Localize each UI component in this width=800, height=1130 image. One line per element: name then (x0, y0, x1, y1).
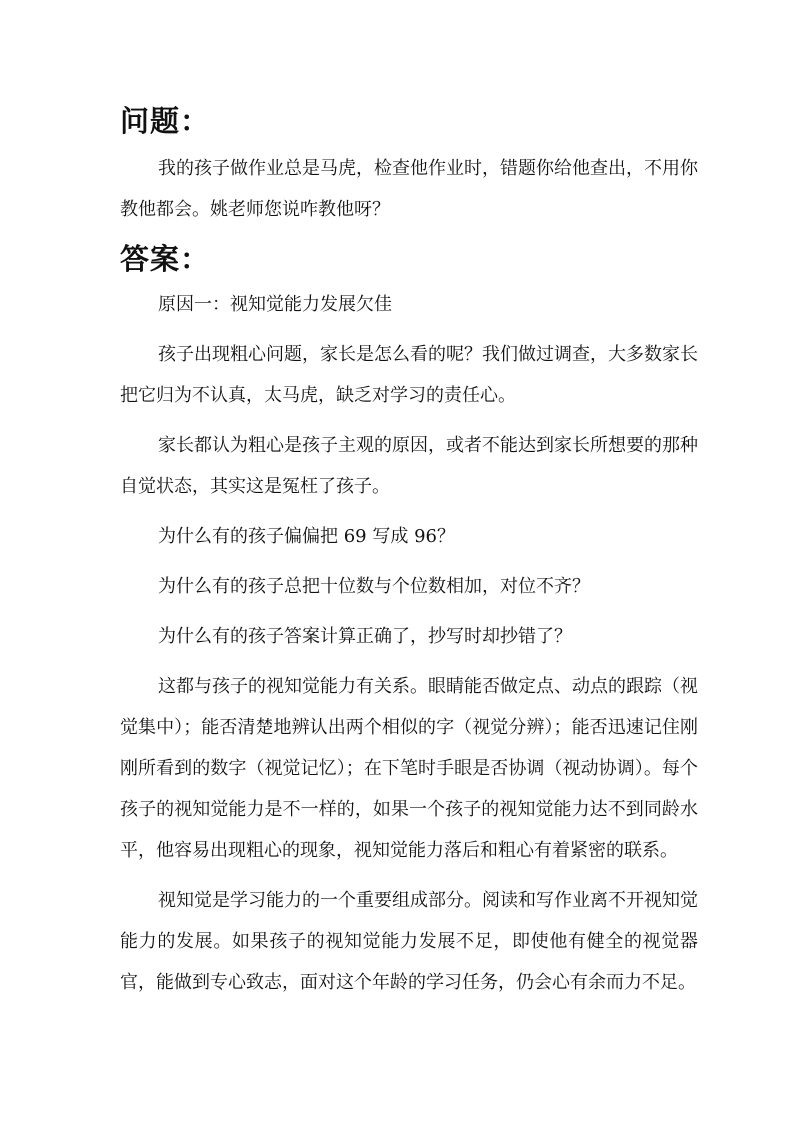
answer-paragraph: 视知觉是学习能力的一个重要组成部分。阅读和写作业离不开视知觉能力的发展。如果孩子的视知觉能力发展不足，即使他有健全的视觉器官，能做到专心致志，面对这个年龄的学习任务，仍会心有余而力不足。 (120, 890, 698, 993)
answer-paragraph: 孩子出现粗心问题，家长是怎么看的呢？我们做过调查，大多数家长把它归为不认真，太马虎，缺乏对学习的责任心。 (120, 344, 698, 406)
question-heading: 问题： (120, 104, 211, 138)
answer-paragraph: 家长都认为粗心是孩子主观的原因，或者不能达到家长所想要的那种自觉状态，其实这是冤枉了孩子。 (120, 435, 698, 497)
answer-question-line: 为什么有的孩子总把十位数与个位数相加，对位不齐？ (158, 576, 590, 597)
answer-heading: 答案： (120, 242, 211, 276)
answer-subheading: 原因一：视知觉能力发展欠佳 (158, 294, 392, 315)
answer-paragraph: 这都与孩子的视知觉能力有关系。眼睛能否做定点、动点的跟踪（视觉集中）；能否清楚地辨认出两个相似的字（视觉分辨）；能否迅速记住刚刚所看到的数字（视觉记忆）；在下笔时手眼是否协调（视动协调）。每个孩子的视知觉能力是不一样的，如果一个孩子的视知觉能力达不到同龄水平，他容易出现粗心的现象，视知觉能力落后和粗心有着紧密的联系。 (120, 676, 698, 861)
answer-question-line: 为什么有的孩子答案计算正确了，抄写时却抄错了？ (158, 626, 572, 647)
answer-question-line: 为什么有的孩子偏偏把 69 写成 96？ (158, 526, 455, 547)
document-page (120, 96, 698, 1003)
question-text: 我的孩子做作业总是马虎，检查他作业时，错题你给他查出，不用你教他都会。姚老师您说咋教他呀？ (120, 158, 698, 220)
